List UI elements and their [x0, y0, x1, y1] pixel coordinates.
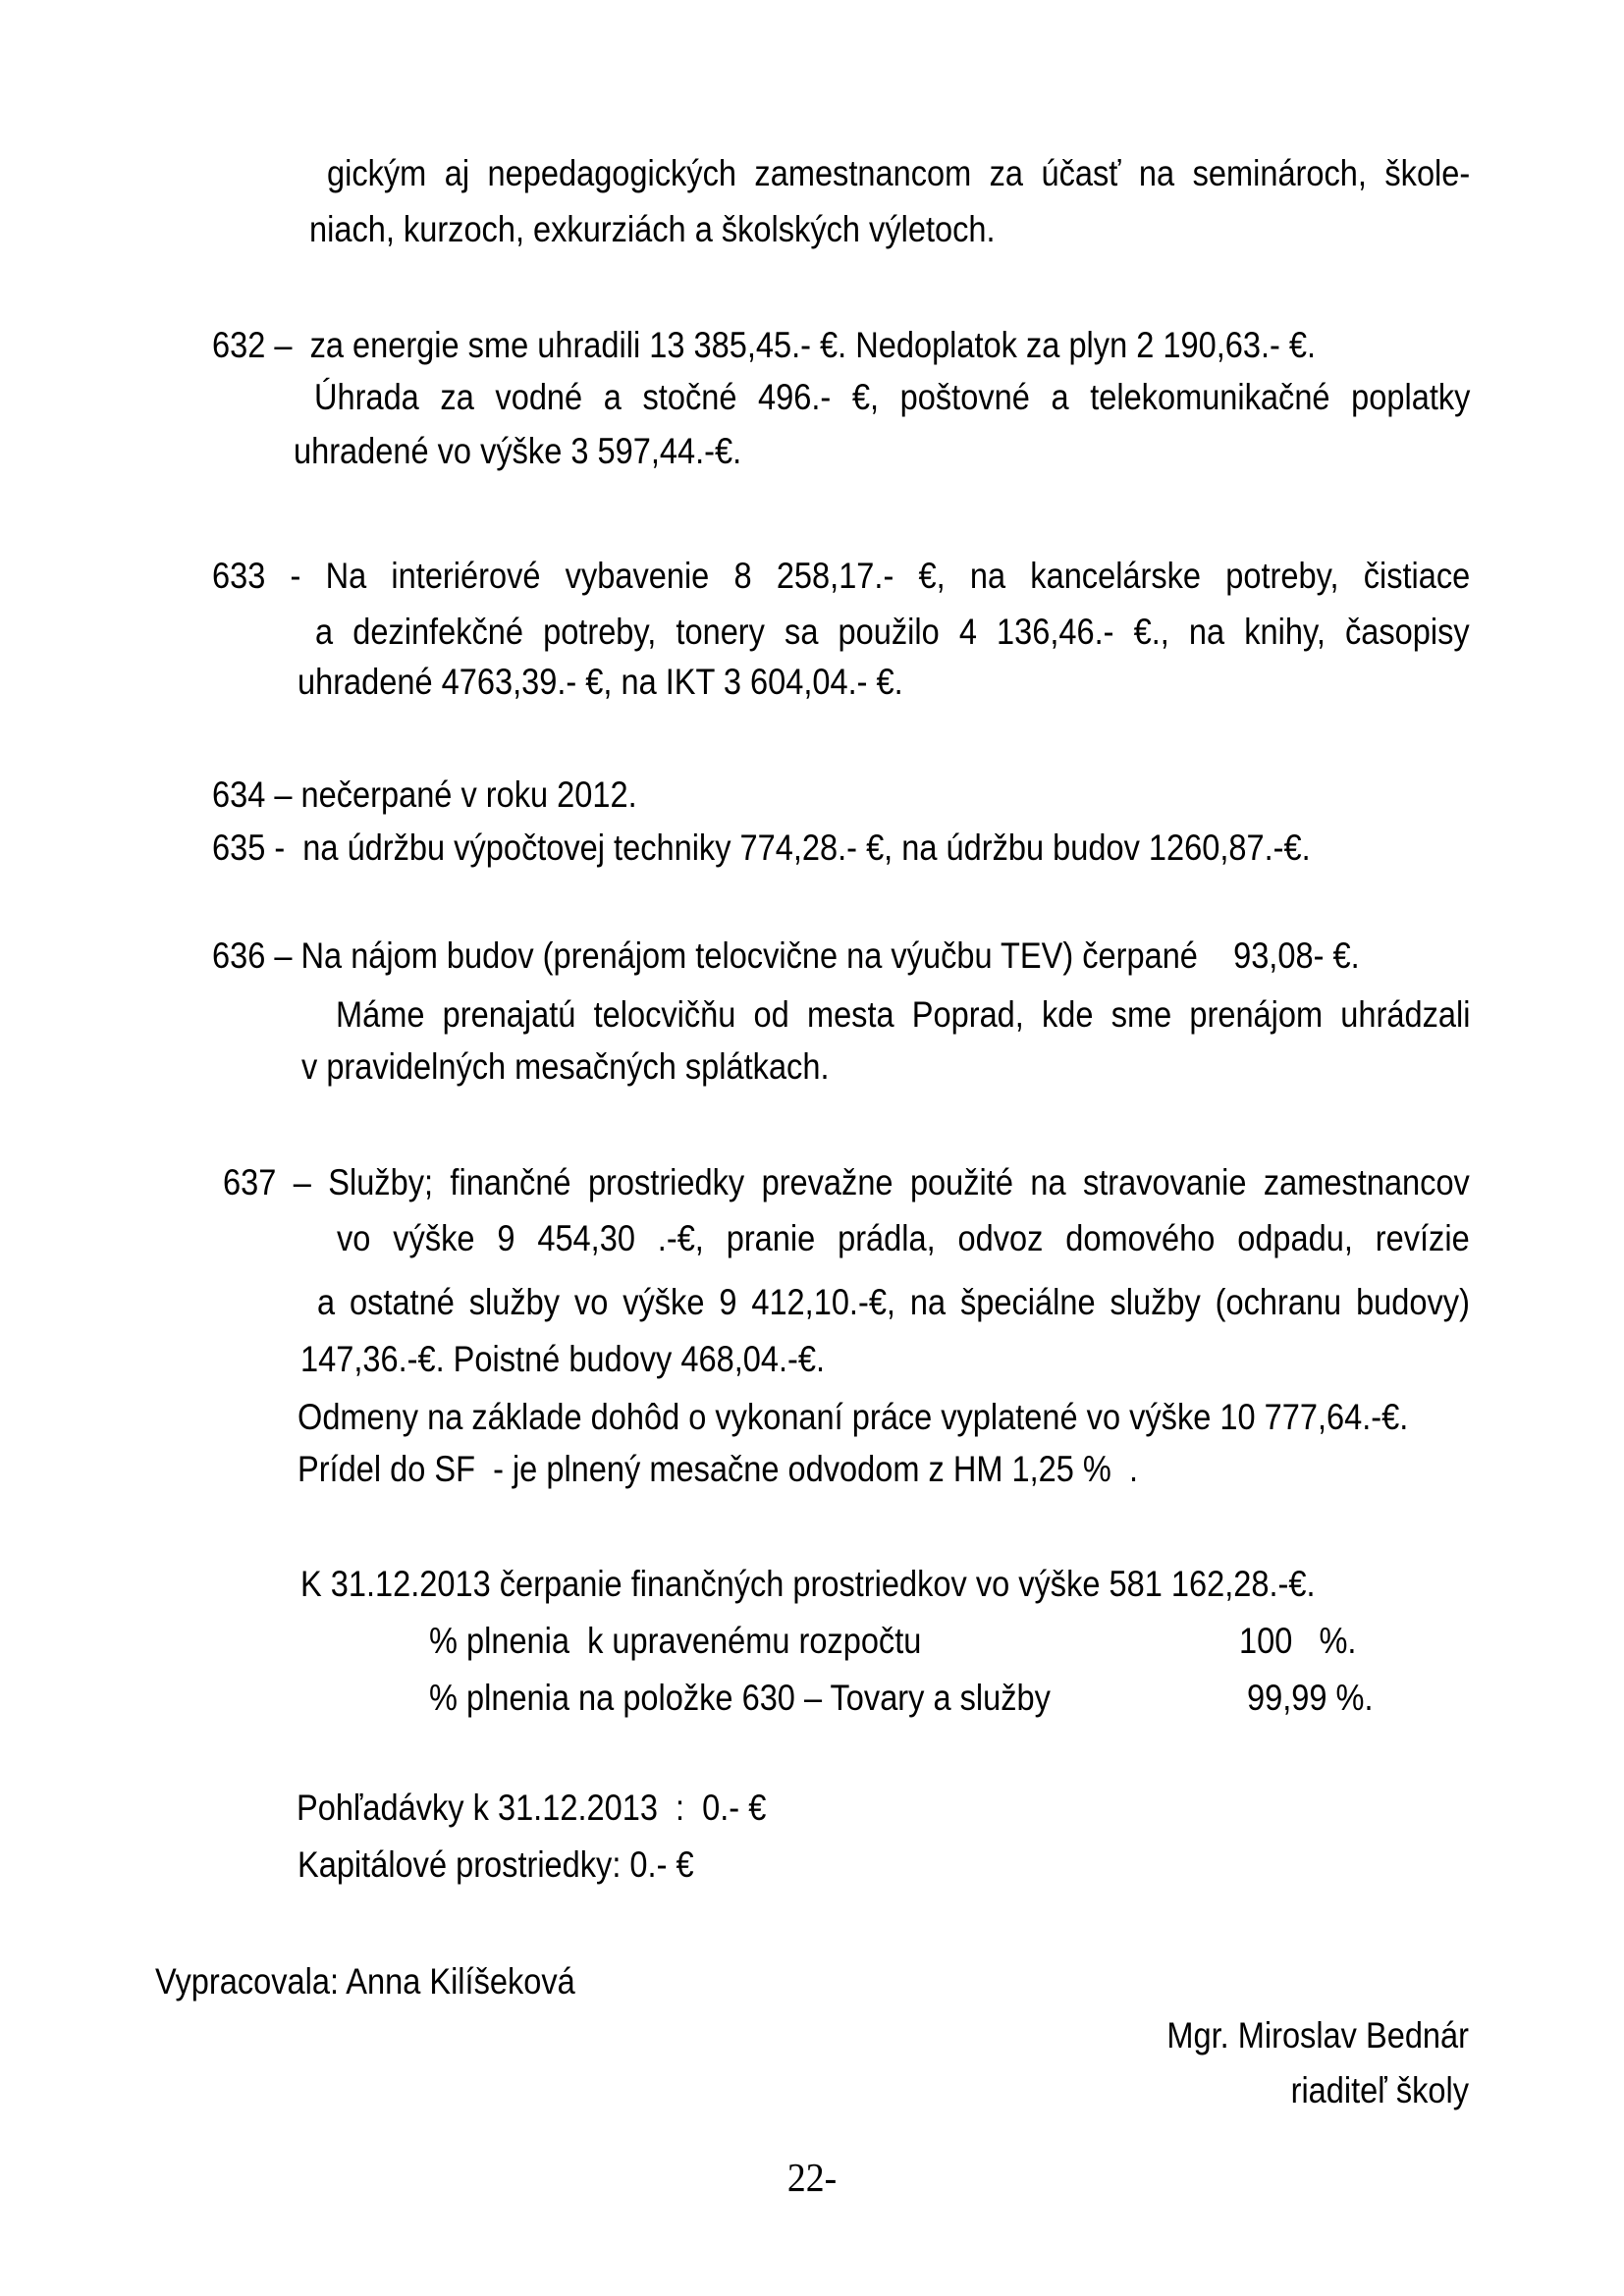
item-636-line-1: 636 – Na nájom budov (prenájom telocvične na výučbu TEV) čerpané 93,08- €. [212, 935, 1360, 976]
item-636-line-2: Máme prenajatú telocvičňu od mesta Poprad, kde sme prenájom uhrádzali [336, 994, 1471, 1035]
item-633-line-3: uhradené 4763,39.- €, na IKT 3 604,04.- €. [298, 662, 903, 702]
director-title: riaditeľ školy [1290, 2070, 1469, 2110]
director-name: Mgr. Miroslav Bednár [1166, 2015, 1469, 2056]
item-637-line-4: 147,36.-€. Poistné budovy 468,04.-€. [300, 1339, 826, 1379]
item-632-line-2: Úhrada za vodné a stočné 496.- €, poštovné a telekomunikačné poplatky [314, 377, 1471, 417]
item-632-line-3: uhradené vo výške 3 597,44.-€. [294, 431, 742, 471]
intro-line-1: gickým aj nepedagogických zamestnancom za účasť na seminároch, škole- [327, 153, 1471, 193]
summary-row1-label: % plnenia k upravenému rozpočtu [429, 1621, 922, 1661]
item-637-line-6: Prídel do SF - je plnený mesačne odvodom z HM 1,25 % . [298, 1449, 1139, 1489]
summary-total-line: K 31.12.2013 čerpanie finančných prostriedkov vo výške 581 162,28.-€. [300, 1564, 1316, 1604]
item-637-line-5: Odmeny na základe dohôd o vykonaní práce vyplatené vo výške 10 777,64.-€. [298, 1397, 1409, 1437]
summary-row1-value: 100 %. [1239, 1621, 1357, 1661]
item-637-line-3: a ostatné služby vo výške 9 412,10.-€, na špeciálne služby (ochranu budovy) [317, 1282, 1470, 1322]
item-633-line-2: a dezinfekčné potreby, tonery sa použilo 4 136,46.- €., na knihy, časopisy [315, 612, 1470, 652]
item-635-line-1: 635 - na údržbu výpočtovej techniky 774,28.- €, na údržbu budov 1260,87.-€. [212, 828, 1311, 868]
item-634-line-1: 634 – nečerpané v roku 2012. [212, 774, 637, 815]
summary-row2-value: 99,99 %. [1247, 1678, 1374, 1718]
receivables-line: Pohľadávky k 31.12.2013 : 0.- € [297, 1788, 767, 1828]
intro-line-2: niach, kurzoch, exkurziách a školských výletoch. [309, 209, 996, 249]
item-637-line-2: vo výške 9 454,30 .-€, pranie prádla, odvoz domového odpadu, revízie [337, 1218, 1470, 1258]
item-636-line-3: v pravidelných mesačných splátkach. [301, 1046, 830, 1087]
item-632-line-1: 632 – za energie sme uhradili 13 385,45.- €. Nedoplatok za plyn 2 190,63.- €. [212, 325, 1317, 365]
summary-row2-label: % plnenia na položke 630 – Tovary a služby [429, 1678, 1051, 1718]
item-637-line-1: 637 – Služby; finančné prostriedky prevažne použité na stravovanie zamestnancov [223, 1162, 1470, 1202]
page-number: 22- [786, 2155, 838, 2200]
prepared-by-line: Vypracovala: Anna Kilíšeková [155, 1961, 575, 2002]
item-633-line-1: 633 - Na interiérové vybavenie 8 258,17.- €, na kancelárske potreby, čistiace [212, 556, 1471, 596]
capital-line: Kapitálové prostriedky: 0.- € [298, 1844, 694, 1885]
